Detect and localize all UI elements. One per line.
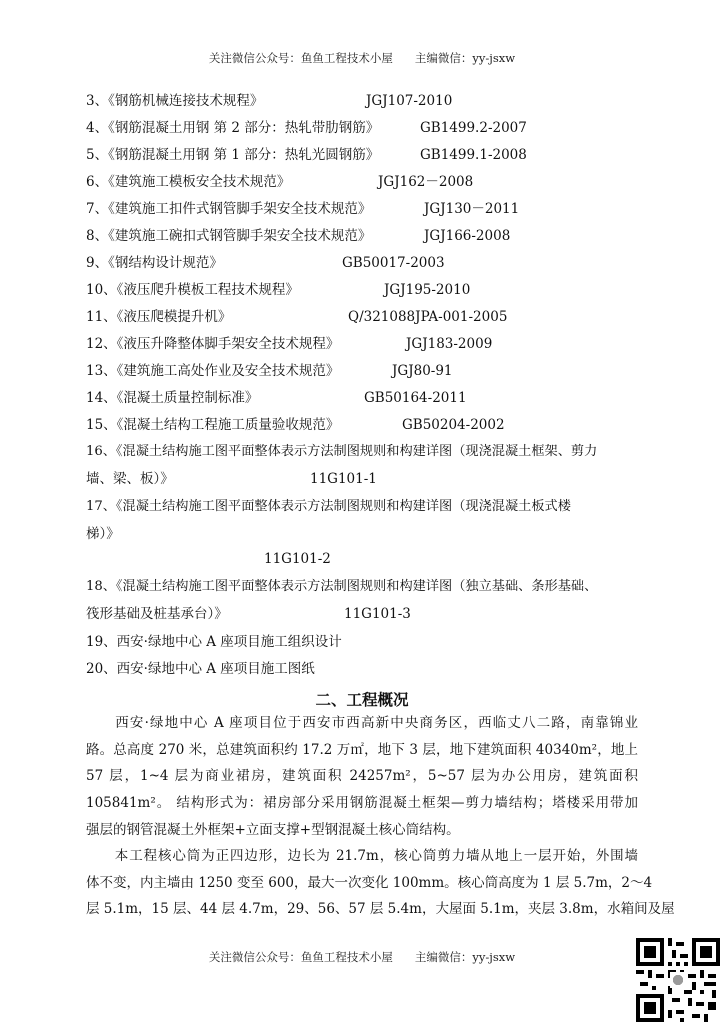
reference-item: 14、《混凝土质量控制标准》 GB50164-2011 (86, 390, 467, 406)
paragraph-line: 体不变，内主墙由 1250 变至 600，最大一次变化 100mm。核心筒高度为 1 层 5.7m，2～4 (86, 874, 653, 891)
reference-item: 4、《钢筋混凝土用钢 第 2 部分：热轧带肋钢筋》 GB1499.2-2007 (86, 120, 527, 136)
page-header (0, 50, 724, 66)
paragraph-line: 本工程核心筒为正四边形，边长为 21.7m，核心筒剪力墙从地上一层开始，外围墙 (86, 848, 638, 864)
overview-paragraph (86, 710, 638, 843)
paragraph-line: 105841m²。 结构形式为：裙房部分采用钢筋混凝土框架—剪力墙结构；塔楼采用带加 (86, 795, 638, 812)
paragraph-line: 路。总高度 270 米，总建筑面积约 17.2 万㎡，地下 3 层，地下建筑面积 40340m²，地上 (86, 741, 638, 758)
reference-item: 5、《钢筋混凝土用钢 第 1 部分：热轧光圆钢筋》 GB1499.1-2008 (86, 147, 527, 163)
reference-item: 13、《建筑施工高处作业及安全技术规范》 JGJ80-91 (86, 363, 453, 379)
reference-item-continued: 墙、梁、板）》 11G101-1 (86, 471, 377, 487)
qr-code-icon (636, 938, 720, 1022)
header-wechat-text: 主编微信：yy-jsxw (414, 51, 516, 65)
reference-item: 16、《混凝土结构施工图平面整体表示方法制图规则和构建详图（现浇混凝土框架、剪力 (86, 444, 598, 459)
reference-item: 12、《液压升降整体脚手架安全技术规程》 JGJ183-2009 (86, 336, 493, 352)
reference-item-continued: 筏形基础及桩基承台）》 11G101-3 (86, 606, 411, 622)
paragraph-line: 强层的钢管混凝土外框架+立面支撑+型钢混凝土核心筒结构。 (86, 821, 460, 838)
reference-item: 3、《钢筋机械连接技术规程》 JGJ107-2010 (86, 93, 453, 109)
paragraph-line: 层 5.1m，15 层、44 层 4.7m，29、56、57 层 5.4m，大屋面 5.1m，夹层 3.8m，水箱间及屋 (86, 901, 675, 918)
paragraph-line: 西安·绿地中心 A 座项目位于西安市西高新中央商务区，西临丈八二路，南靠锦业 (86, 715, 638, 731)
footer-wechat-text: 主编微信：yy-jsxw (414, 950, 516, 964)
page-footer (0, 949, 724, 965)
reference-item: 8、《建筑施工碗扣式钢管脚手架安全技术规范》 JGJ166-2008 (86, 228, 511, 244)
reference-item: 6、《建筑施工模板安全技术规范》 JGJ162－2008 (86, 174, 474, 190)
section-heading: 二、工程概况 (315, 691, 409, 709)
reference-item: 19、西安·绿地中心 A 座项目施工组织设计 (86, 634, 342, 650)
reference-item: 9、《钢结构设计规范》 GB50017-2003 (86, 255, 445, 271)
reference-item: 17、《混凝土结构施工图平面整体表示方法制图规则和构建详图（现浇混凝土板式楼 (86, 499, 571, 514)
footer-account-text: 关注微信公众号：鱼鱼工程技术小屋 (208, 950, 393, 964)
reference-item: 20、西安·绿地中心 A 座项目施工图纸 (86, 661, 315, 677)
core-tube-paragraph (86, 843, 675, 923)
reference-item: 11、《液压爬模提升机》 Q/321088JPA-001-2005 (86, 309, 508, 325)
reference-item: 7、《建筑施工扣件式钢管脚手架安全技术规范》 JGJ130－2011 (86, 201, 520, 217)
header-account-text: 关注微信公众号：鱼鱼工程技术小屋 (208, 51, 393, 65)
reference-item: 18、《混凝土结构施工图平面整体表示方法制图规则和构建详图（独立基础、条形基础、 (86, 579, 598, 594)
reference-item-continued: 梯）》 (86, 526, 120, 542)
reference-item: 10、《液压爬升模板工程技术规程》 JGJ195-2010 (86, 282, 471, 298)
reference-item: 15、《混凝土结构工程施工质量验收规范》 GB50204-2002 (86, 417, 505, 433)
paragraph-line: 57 层，1~4 层为商业裙房，建筑面积 24257m²，5~57 层为办公用房，建筑面积 (86, 768, 638, 785)
